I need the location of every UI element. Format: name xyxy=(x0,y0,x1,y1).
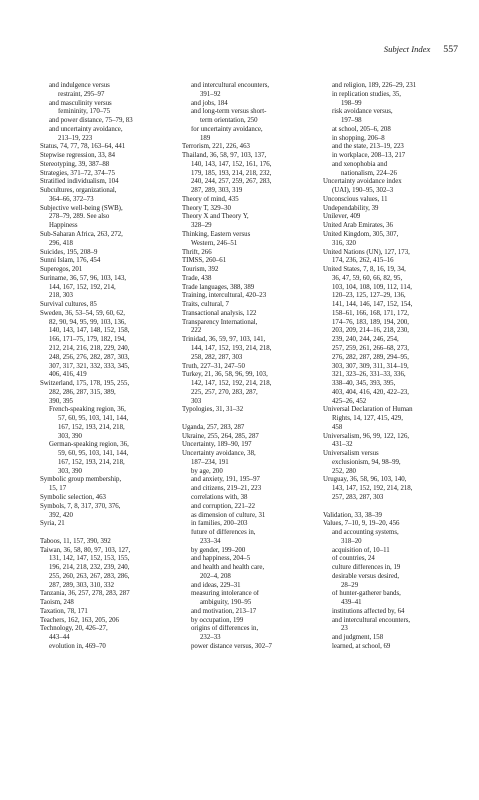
index-subentry: 57, 60, 95, 103, 141, 144, xyxy=(58,415,129,423)
index-subentry: 239, 240, 244, 246, 254, xyxy=(332,336,399,344)
index-subentry: 120–23, 125, 127–29, 136, xyxy=(332,292,406,300)
index-entry: Terrorism, 221, 226, 463 xyxy=(182,143,250,151)
index-subentry: 458 xyxy=(332,423,343,431)
index-subentry: 287, 289, 303, 310, 332 xyxy=(49,581,115,589)
index-subentry: 403, 404, 416, 420, 422–23, xyxy=(332,388,409,396)
index-subentry: and jobs, 184 xyxy=(191,99,228,107)
index-subentry: 59, 60, 95, 103, 141, 144, xyxy=(58,450,129,458)
letter-gap xyxy=(323,503,457,512)
index-subentry: correlations with, 38 xyxy=(191,493,248,501)
index-subentry: in families, 200–203 xyxy=(191,520,248,528)
index-subentry: term orientation, 250 xyxy=(200,117,258,125)
index-entry: United Nations (UN), 127, 173, xyxy=(323,248,410,256)
index-subentry: nationalism, 224–26 xyxy=(341,169,397,177)
index-entry: Syria, 21 xyxy=(40,520,65,528)
index-entry: Typologies, 31, 31–32 xyxy=(182,406,244,414)
index-entry: Thinking, Eastern versus xyxy=(182,231,251,239)
index-subentry: of countries, 24 xyxy=(332,555,375,563)
index-subentry: 189 xyxy=(200,134,211,142)
index-subentry: of hunter-gatherer bands, xyxy=(332,590,401,598)
index-entry: Thrift, 266 xyxy=(182,248,212,256)
index-entry: Unilever, 409 xyxy=(323,213,361,221)
index-subentry: and long-term versus short- xyxy=(191,108,267,116)
index-subentry: 307, 317, 321, 332, 333, 345, xyxy=(49,362,130,370)
index-subentry: risk avoidance versus, xyxy=(332,108,393,116)
index-subentry: 140, 143, 147, 152, 161, 176, xyxy=(191,160,272,168)
index-entry: Teachers, 162, 163, 205, 206 xyxy=(40,616,119,624)
index-subentry: 282, 286, 287, 315, 389, xyxy=(49,388,116,396)
index-subentry: 144, 147, 152, 193, 214, 218, xyxy=(191,344,272,352)
index-subentry: 287, 289, 303, 319 xyxy=(191,187,243,195)
index-entry: Sunni Islam, 176, 454 xyxy=(40,257,101,265)
index-subentry: 36, 47, 59, 60, 66, 82, 95, xyxy=(332,274,403,282)
index-entry: Unconscious values, 11 xyxy=(323,195,388,203)
index-entry: Taiwan, 36, 58, 80, 97, 103, 127, xyxy=(40,546,131,554)
index-subentry: 167, 152, 193, 214, 218, xyxy=(58,458,125,466)
index-subentry: 303, 390 xyxy=(58,467,82,475)
index-subentry: 179, 185, 193, 214, 218, 232, xyxy=(191,169,272,177)
index-subentry: and corruption, 221–22 xyxy=(191,502,256,510)
index-entry: Stepwise regression, 33, 84 xyxy=(40,152,116,160)
index-subentry: 318–20 xyxy=(341,537,362,545)
index-column-1 xyxy=(40,82,174,652)
index-subentry: and motivation, 213–17 xyxy=(191,607,257,615)
index-entry: Universal Declaration of Human xyxy=(323,406,413,414)
letter-gap xyxy=(40,529,174,538)
index-subentry: 406, 416, 419 xyxy=(49,371,87,379)
index-entry: Undependability, 39 xyxy=(323,204,379,212)
index-subentry: 276, 282, 287, 289, 294–95, xyxy=(332,353,409,361)
index-entry: Truth, 227–31, 247–50 xyxy=(182,362,245,370)
index-entry: Trade, 438 xyxy=(182,274,212,282)
index-subentry: 248, 256, 276, 282, 287, 303, xyxy=(49,353,130,361)
letter-gap xyxy=(182,415,316,424)
index-subentry: 144, 167, 152, 192, 214, xyxy=(49,283,116,291)
index-entry: Switzerland, 175, 178, 195, 255, xyxy=(40,380,130,388)
index-subentry: 218, 303 xyxy=(49,292,73,300)
index-entry: Uncertainty, 189–90, 197 xyxy=(182,441,252,449)
index-entry: Subjective well-being (SWB), xyxy=(40,204,123,212)
index-subentry: by age, 200 xyxy=(191,467,223,475)
index-subentry: and ideas, 229–31 xyxy=(191,581,241,589)
index-entry: Stratified individualism, 104 xyxy=(40,178,119,186)
index-subentry: 390, 395 xyxy=(49,397,73,405)
index-subentry: by gender, 199–200 xyxy=(191,546,246,554)
index-subentry: femininity, 170–75 xyxy=(58,108,111,116)
index-subentry: and citizens, 219–21, 223 xyxy=(191,485,262,493)
index-subentry: 316, 320 xyxy=(332,239,356,247)
index-entry: Values, 7–10, 9, 19–20, 456 xyxy=(323,520,400,528)
index-subentry: 212, 214, 216, 218, 229, 240, xyxy=(49,344,130,352)
index-entry: Survival cultures, 85 xyxy=(40,301,97,309)
index-subentry: and accounting systems, xyxy=(332,529,399,537)
index-subentry: 213–19, 223 xyxy=(58,134,93,142)
section-title: Subject Index xyxy=(383,44,431,54)
index-subentry: learned, at school, 69 xyxy=(332,643,391,650)
index-entry: Suicides, 195, 208–9 xyxy=(40,248,98,256)
index-subentry: 166, 171–75, 179, 182, 194, xyxy=(49,336,126,344)
index-entry: Theory X and Theory Y, xyxy=(182,213,249,221)
index-subentry: and uncertainty avoidance, xyxy=(49,125,123,133)
index-entry: United States, 7, 8, 16, 19, 34, xyxy=(323,266,406,274)
index-subentry: 364–66, 372–73 xyxy=(49,195,94,203)
index-subentry: and anxiety, 191, 195–97 xyxy=(191,476,260,484)
index-entry: United Arab Emirates, 36 xyxy=(323,222,393,230)
index-subentry: desirable versus desired, xyxy=(332,572,400,580)
index-subentry: 233–34 xyxy=(200,537,221,545)
index-subentry: 296, 418 xyxy=(49,239,73,247)
index-entry: Training, intercultural, 420–23 xyxy=(182,292,267,300)
index-entry: Ukraine, 255, 264, 285, 287 xyxy=(182,432,259,440)
index-entry: Transparency International, xyxy=(182,318,258,326)
index-entry: Uruguay, 36, 58, 96, 103, 140, xyxy=(323,476,407,484)
index-subentry: 225, 257, 270, 283, 287, xyxy=(191,388,258,396)
index-subentry: power distance versus, 302–7 xyxy=(191,643,272,650)
index-subentry: 143, 147, 152, 192, 214, 218, xyxy=(332,485,413,493)
index-subentry: 303 xyxy=(191,397,202,405)
index-entry: Symbols, 7, 8, 317, 370, 376, xyxy=(40,502,121,510)
index-subentry: in replication studies, 35, xyxy=(332,90,401,98)
index-subentry: German-speaking region, 36, xyxy=(49,441,129,449)
index-subentry: and masculinity versus xyxy=(49,99,112,107)
index-subentry: 303, 390 xyxy=(58,432,82,440)
index-subentry: 203, 209, 214–16, 218, 230, xyxy=(332,327,409,335)
index-entry: Tourism, 392 xyxy=(182,266,219,274)
index-subentry: as dimension of culture, 31 xyxy=(191,511,266,519)
index-entry: Strategies, 371–72, 374–75 xyxy=(40,169,115,177)
index-entry: Traits, cultural, 7 xyxy=(182,301,229,309)
index-subentry: 391–92 xyxy=(200,90,221,98)
index-entry: Sub-Saharan Africa, 263, 272, xyxy=(40,231,123,239)
index-entry: Taboos, 11, 157, 390, 392 xyxy=(40,537,111,545)
index-subentry: 131, 142, 147, 152, 153, 155, xyxy=(49,555,130,563)
index-subentry: 321, 323–26, 331–33, 336, xyxy=(332,371,406,379)
index-subentry: and health and health care, xyxy=(191,564,265,572)
index-subentry: 187–234, 191 xyxy=(191,458,229,466)
index-entry: Taoism, 248 xyxy=(40,599,74,607)
page-header xyxy=(384,43,458,56)
index-subentry: 142, 147, 152, 192, 214, 218, xyxy=(191,380,272,388)
index-subentry: and religion, 189, 226–29, 231 xyxy=(332,82,417,89)
index-subentry: 15, 17 xyxy=(49,485,67,493)
index-subentry: Western, 246–51 xyxy=(191,239,238,247)
index-subentry: 278–79, 289. See also xyxy=(49,213,110,221)
index-subentry: for uncertainty avoidance, xyxy=(191,125,263,133)
index-subentry: measuring intolerance of xyxy=(191,590,260,598)
index-subentry: 255, 260, 263, 267, 283, 286, xyxy=(49,572,130,580)
index-entry: Trade languages, 388, 389 xyxy=(182,283,255,291)
index-entry: Universalism versus xyxy=(323,450,379,458)
index-subentry: 431–32 xyxy=(332,441,353,449)
index-subentry: restraint, 295–97 xyxy=(58,90,105,98)
index-subentry: 303, 307, 309, 311, 314–19, xyxy=(332,362,409,370)
index-subentry: 174, 236, 262, 415–16 xyxy=(332,257,394,265)
index-subentry: 257, 259, 261, 266–68, 273, xyxy=(332,344,409,352)
index-entry: Theory T, 329–30 xyxy=(182,204,231,212)
index-entry: Technology, 20, 426–27, xyxy=(40,625,108,633)
index-entry: Subcultures, organizational, xyxy=(40,187,117,195)
index-subentry: Happiness xyxy=(49,222,78,230)
index-subentry: by occupation, 199 xyxy=(191,616,244,624)
index-subentry: culture differences in, 19 xyxy=(332,564,401,572)
index-subentry: 439–41 xyxy=(341,599,362,607)
index-entry: Theory of mind, 435 xyxy=(182,195,239,203)
index-subentry: evolution in, 469–70 xyxy=(49,643,106,650)
index-subentry: (UAI), 190–95, 302–3 xyxy=(332,187,394,195)
index-entry: Uganda, 257, 283, 287 xyxy=(182,423,245,431)
index-entry: Uncertainty avoidance index xyxy=(323,178,402,186)
index-subentry: and power distance, 75–79, 83 xyxy=(49,117,133,125)
index-subentry: 174–76, 183, 189, 194, 200, xyxy=(332,318,409,326)
index-entry: Status, 74, 77, 78, 163–64, 441 xyxy=(40,143,126,151)
index-subentry: acquisition of, 10–11 xyxy=(332,546,390,554)
index-subentry: 257, 283, 287, 303 xyxy=(332,493,384,501)
index-column-2 xyxy=(182,82,316,652)
index-subentry: in shopping, 206–8 xyxy=(332,134,385,142)
index-entry: Trinidad, 36, 59, 97, 103, 141, xyxy=(182,336,266,344)
index-entry: Transactional analysis, 122 xyxy=(182,309,257,317)
index-subentry: 141, 144, 146, 147, 152, 154, xyxy=(332,301,413,309)
index-subentry: 232–33 xyxy=(200,634,221,642)
index-entry: Symbolic selection, 463 xyxy=(40,493,106,501)
index-entry: Validation, 33, 38–39 xyxy=(323,511,382,519)
index-entry: Suriname, 36, 57, 96, 103, 143, xyxy=(40,274,127,282)
index-subentry: 167, 152, 193, 214, 218, xyxy=(58,423,125,431)
index-subentry: 240, 244, 257, 259, 267, 283, xyxy=(191,178,272,186)
page-number: 557 xyxy=(443,44,458,55)
index-subentry: ambiguity, 190–95 xyxy=(200,599,252,607)
index-subentry: in workplace, 208–13, 217 xyxy=(332,152,406,160)
index-subentry: future of differences in, xyxy=(191,529,256,537)
index-subentry: 28–29 xyxy=(341,581,359,589)
index-subentry: at school, 205–6, 208 xyxy=(332,125,391,133)
index-subentry: 202–4, 208 xyxy=(200,572,231,580)
index-entry: Thailand, 36, 58, 97, 103, 137, xyxy=(182,152,267,160)
index-subentry: 222 xyxy=(191,327,202,335)
index-subentry: exclusionism, 94, 98–99, xyxy=(332,458,401,466)
index-entry: United Kingdom, 305, 307, xyxy=(323,231,399,239)
index-subentry: and indulgence versus xyxy=(49,82,110,89)
index-subentry: 198–99 xyxy=(341,99,362,107)
index-subentry: and intercultural encounters, xyxy=(191,82,270,89)
index-entry: Superegos, 201 xyxy=(40,266,83,274)
index-subentry: 140, 143, 147, 148, 152, 158, xyxy=(49,327,130,335)
index-entry: Universalism, 96, 99, 122, 126, xyxy=(323,432,410,440)
index-subentry: institutions affected by, 64 xyxy=(332,607,405,615)
index-subentry: 252, 280 xyxy=(332,467,356,475)
index-subentry: 82, 90, 94, 95, 99, 103, 136, xyxy=(49,318,126,326)
index-column-3 xyxy=(323,82,457,652)
index-subentry: Rights, 14, 127, 415, 429, xyxy=(332,415,403,423)
index-subentry: 23 xyxy=(341,625,348,633)
index-subentry: 392, 420 xyxy=(49,511,73,519)
index-subentry: French-speaking region, 36, xyxy=(49,406,126,414)
index-subentry: 197–98 xyxy=(341,117,362,125)
index-subentry: 103, 104, 108, 109, 112, 114, xyxy=(332,283,412,291)
index-subentry: and xenophobia and xyxy=(332,160,388,168)
index-entry: Sweden, 36, 53–54, 59, 60, 62, xyxy=(40,309,125,317)
index-entry: Symbolic group membership, xyxy=(40,476,122,484)
index-subentry: 328–29 xyxy=(191,222,212,230)
index-entry: Tanzania, 36, 257, 278, 283, 287 xyxy=(40,590,130,598)
index-entry: Taxation, 78, 171 xyxy=(40,607,88,615)
index-subentry: 425–26, 452 xyxy=(332,397,367,405)
index-subentry: and judgment, 158 xyxy=(332,634,384,642)
index-entry: TIMSS, 260–61 xyxy=(182,257,227,265)
index-subentry: origins of differences in, xyxy=(191,625,259,633)
index-subentry: and the state, 213–19, 223 xyxy=(332,143,404,151)
index-entry: Turkey, 21, 36, 58, 96, 99, 103, xyxy=(182,371,268,379)
index-subentry: 258, 282, 287, 303 xyxy=(191,353,243,361)
index-subentry: and happiness, 204–5 xyxy=(191,555,251,563)
index-subentry: and intercultural encounters, xyxy=(332,616,411,624)
index-subentry: 196, 214, 218, 232, 239, 240, xyxy=(49,564,130,572)
index-subentry: 443–44 xyxy=(49,634,70,642)
index-entry: Uncertainty avoidance, 38, xyxy=(182,450,256,458)
index-subentry: 338–40, 345, 393, 395, xyxy=(332,380,396,388)
index-subentry: 158–61, 166, 168, 171, 172, xyxy=(332,309,409,317)
index-entry: Stereotyping, 39, 387–88 xyxy=(40,160,110,168)
